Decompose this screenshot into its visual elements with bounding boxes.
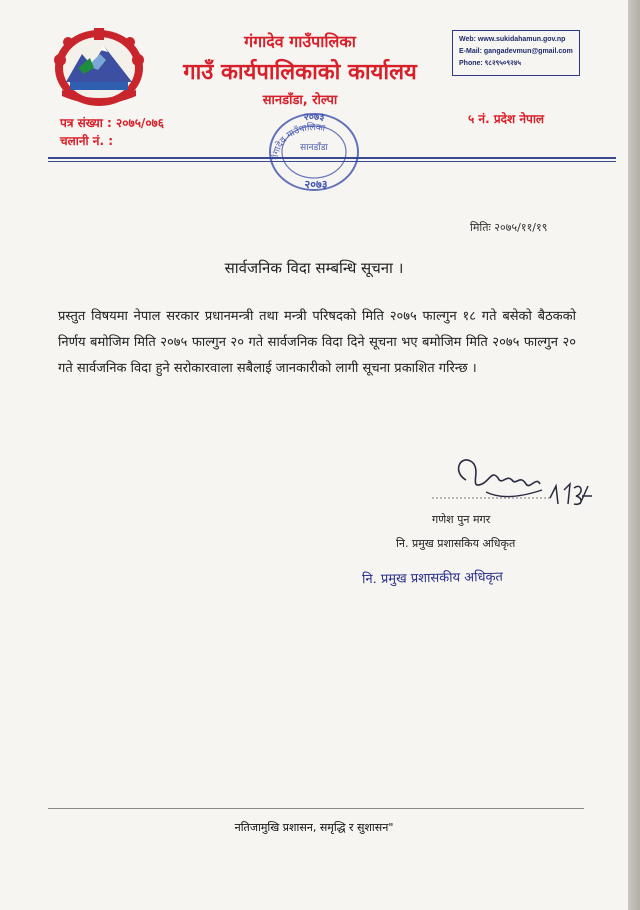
municipality-name: गंगादेव गाउँपालिका [244, 32, 356, 51]
letter-subject: सार्वजनिक विदा सम्बन्धि सूचना । [224, 259, 404, 277]
contact-box [452, 30, 580, 76]
office-location: सानडाँडा, रोल्पा [262, 93, 338, 108]
province-label: ५ नं. प्रदेश नेपाल [468, 112, 545, 126]
stamp-location: सानडाँडा [300, 143, 328, 153]
footer-divider [48, 808, 584, 809]
handwritten-designation: नि. प्रमुख प्रशासकीय अधिकृत [361, 569, 504, 588]
office-name: गाउँ कार्यपालिकाको कार्यालय [183, 60, 417, 85]
stamp-text: गंगादेव गाउँपालिका [270, 122, 326, 161]
signatory-name: गणेश पुन मगर [432, 513, 491, 526]
letter-body: प्रस्तुत विषयमा नेपाल सरकार प्रधानमन्त्री तथा मन्त्री परिषदको मिति २०७५ फाल्गुन १८ गते बसेको बैठकको निर्णय बमोजिम मिति २०७५ फाल्गुन २० गते सार्वजनिक विदा दिने सूचना भए बमोजिम मिति २०७५ फाल्गुन २० गते सार्वजनिक विदा हुने सरोकारवाला सबैलाई जानकारीको लागी सूचना प्रकाशित गरिन्छ । [58, 309, 576, 376]
footer-slogan: नतिजामुखि प्रशासन, समृद्धि र सुशासन" [234, 821, 394, 834]
reference-number: पत्र संख्या : २०७५/०७६ [60, 116, 165, 130]
stamp-year: २०७३ [304, 178, 328, 191]
contact-phone: Phone: ९८२९५०९२४५ [459, 60, 522, 67]
dispatch-number: चलानी नं. : [60, 134, 114, 148]
signatory-designation: नि. प्रमुख प्रशासकिय अधिकृत [396, 537, 516, 550]
svg-text:गंगादेव गाउँपालिका [270, 121, 326, 161]
municipality-emblem-icon [48, 24, 150, 110]
page-edge-shadow [628, 0, 640, 910]
stamp-year-top: २०७३ [303, 112, 325, 123]
office-stamp-icon [248, 100, 378, 198]
letter-date: मितिः २०७५/११/१९ [470, 221, 548, 234]
contact-email: E-Mail: gangadevmun@gmail.com [459, 48, 573, 55]
contact-web: Web: www.sukidahamun.gov.np [459, 36, 566, 43]
